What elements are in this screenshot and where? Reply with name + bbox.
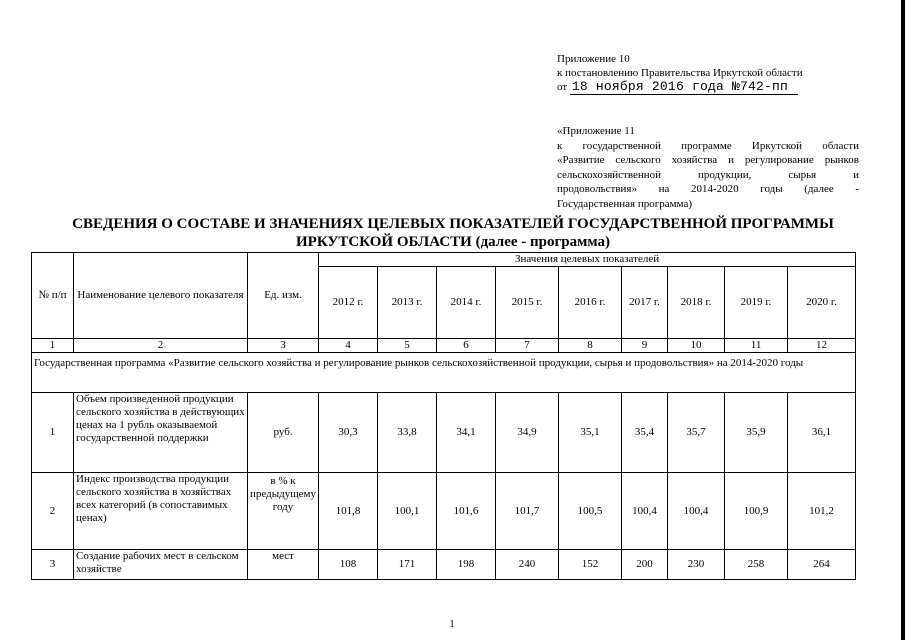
document-title: СВЕДЕНИЯ О СОСТАВЕ И ЗНАЧЕНИЯХ ЦЕЛЕВЫХ ПОКАЗАТЕЛЕЙ ГОСУДАРСТВЕННОЙ ПРОГРАММЫ ИРКУТСКОЙ ОБЛАСТИ (далее - программа) — [72, 216, 834, 250]
value-cell: 258 — [725, 550, 788, 580]
table-row — [32, 393, 856, 473]
col-header-name: Наименование целевого показателя — [74, 253, 248, 339]
year-header: 2017 г. — [622, 267, 668, 339]
appendix-10-resolution: к постановлению Правительства Иркутской области — [557, 67, 803, 79]
value-cell: 101,2 — [788, 473, 856, 550]
scan-edge — [901, 0, 905, 640]
program-row — [32, 353, 856, 393]
appendix-11-line: сельскохозяйственной продукции, сырья и — [557, 168, 859, 181]
year-header: 2014 г. — [437, 267, 496, 339]
col-header-number: № п/п — [32, 253, 74, 339]
year-header: 2015 г. — [496, 267, 559, 339]
appendix-11-line: продовольствия» на 2014-2020 годы (далее - — [557, 183, 859, 195]
appendix-11-block — [557, 124, 859, 211]
value-cell: 100,1 — [378, 473, 437, 550]
column-index: 9 — [622, 339, 668, 353]
value-cell: 101,7 — [496, 473, 559, 550]
column-index: 10 — [668, 339, 725, 353]
page-number: 1 — [449, 618, 455, 630]
value-cell: 33,8 — [378, 393, 437, 473]
value-cell: 100,9 — [725, 473, 788, 550]
indicator-unit: руб. — [248, 393, 319, 473]
year-header: 2019 г. — [725, 267, 788, 339]
value-cell: 35,9 — [725, 393, 788, 473]
appendix-11-line: Государственная программа) — [557, 197, 693, 210]
appendix-10-title: Приложение 10 — [557, 53, 630, 65]
value-cell: 30,3 — [319, 393, 378, 473]
value-cell: 35,1 — [559, 393, 622, 473]
header-row-1 — [32, 253, 856, 267]
column-index: 6 — [437, 339, 496, 353]
value-cell: 100,4 — [622, 473, 668, 550]
appendix-10-block — [557, 52, 847, 94]
indicators-table — [31, 252, 856, 580]
row-number: 3 — [32, 550, 74, 580]
row-number: 2 — [32, 473, 74, 550]
year-header: 2012 г. — [319, 267, 378, 339]
value-cell: 264 — [788, 550, 856, 580]
value-cell: 35,7 — [668, 393, 725, 473]
decree-date-line — [557, 80, 847, 94]
year-header: 2018 г. — [668, 267, 725, 339]
value-cell: 35,4 — [622, 393, 668, 473]
row-number: 1 — [32, 393, 74, 473]
column-index: 3 — [248, 339, 319, 353]
value-cell: 36,1 — [788, 393, 856, 473]
year-header: 2016 г. — [559, 267, 622, 339]
value-cell: 101,8 — [319, 473, 378, 550]
program-name: Государственная программа «Развитие сельского хозяйства и регулирование рынков сельскохозяйственной продукции, сырья и продовольствия» на 2014-2020 годы — [32, 353, 856, 393]
column-index: 7 — [496, 339, 559, 353]
value-cell: 240 — [496, 550, 559, 580]
value-cell: 101,6 — [437, 473, 496, 550]
column-index: 5 — [378, 339, 437, 353]
appendix-11-title: «Приложение 11 — [557, 125, 635, 137]
column-index: 4 — [319, 339, 378, 353]
col-header-values: Значения целевых показателей — [319, 253, 856, 267]
value-cell: 100,4 — [668, 473, 725, 550]
indicator-unit: мест — [248, 550, 319, 580]
value-cell: 100,5 — [559, 473, 622, 550]
column-index: 8 — [559, 339, 622, 353]
indicator-unit: в % к предыдущему году — [248, 473, 319, 550]
year-header: 2013 г. — [378, 267, 437, 339]
value-cell: 230 — [668, 550, 725, 580]
column-index: 11 — [725, 339, 788, 353]
value-cell: 200 — [622, 550, 668, 580]
value-cell: 34,1 — [437, 393, 496, 473]
table-row — [32, 550, 856, 580]
value-cell: 198 — [437, 550, 496, 580]
column-index-row — [32, 339, 856, 353]
value-cell: 108 — [319, 550, 378, 580]
appendix-11-line: «Развитие сельского хозяйства и регулирование рынков — [557, 154, 859, 166]
value-cell: 171 — [378, 550, 437, 580]
indicator-name: Индекс производства продукции сельского хозяйства в хозяйствах всех категорий (в сопоставимых ценах) — [74, 473, 248, 550]
col-header-unit: Ед. изм. — [248, 253, 319, 339]
table-row — [32, 473, 856, 550]
decree-prefix: от — [557, 81, 568, 93]
year-header: 2020 г. — [788, 267, 856, 339]
indicator-name: Объем произведенной продукции сельского хозяйства в действующих ценах на 1 рубль оказываемой государственной поддержки — [74, 393, 248, 473]
column-index: 1 — [32, 339, 74, 353]
value-cell: 152 — [559, 550, 622, 580]
column-index: 2 — [74, 339, 248, 353]
column-index: 12 — [788, 339, 856, 353]
decree-date-number: 18 ноября 2016 года №742-пп — [570, 79, 798, 95]
value-cell: 34,9 — [496, 393, 559, 473]
indicator-name: Создание рабочих мест в сельском хозяйстве — [74, 550, 248, 580]
appendix-11-line: к государственной программе Иркутской области — [557, 139, 859, 152]
